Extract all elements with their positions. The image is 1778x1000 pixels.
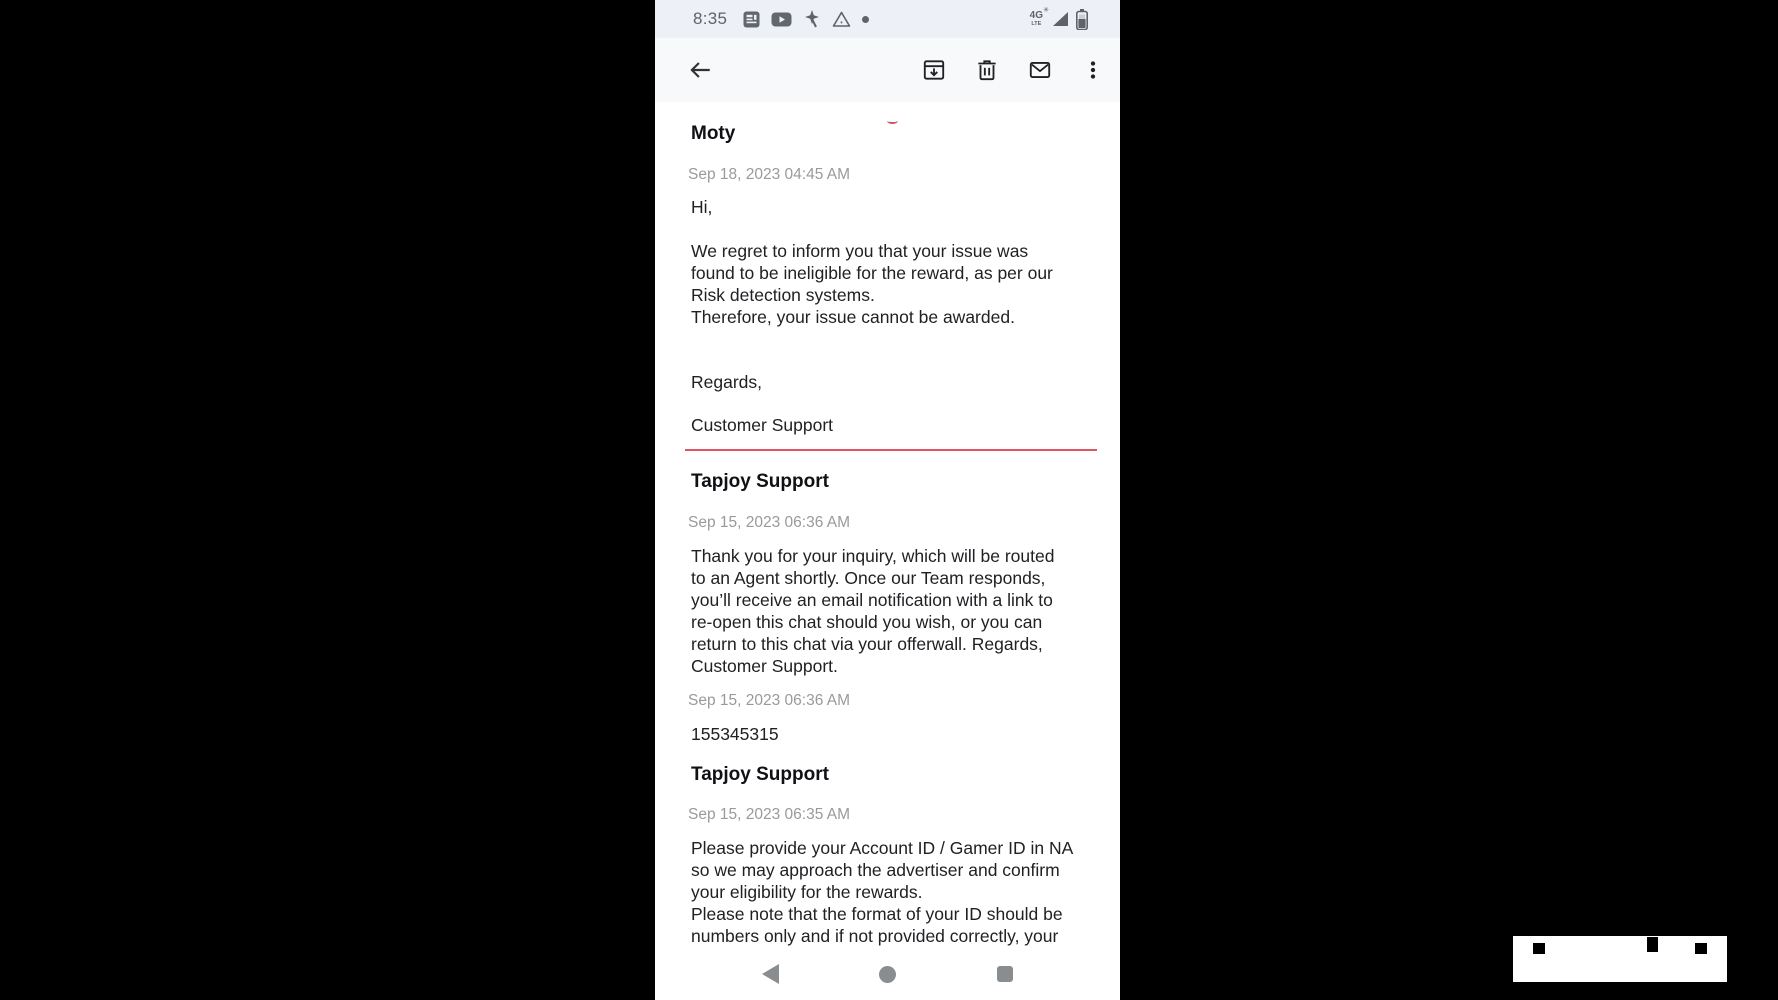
body-line: Please provide your Account ID / Gamer ID in NA (691, 838, 1074, 858)
notification-icons (743, 10, 869, 28)
news-app-icon (743, 11, 760, 28)
phone-screen (655, 0, 1120, 1000)
status-bar (655, 0, 1120, 38)
sender-name: Tapjoy Support (691, 764, 829, 785)
sender-name: Moty (691, 123, 736, 144)
body-line: return to this chat via your offerwall. Regards, (691, 634, 1043, 654)
body-line: Please note that the format of your ID should be (691, 904, 1063, 924)
message-date: Sep 15, 2023 06:35 AM (688, 806, 851, 823)
message (688, 469, 1094, 677)
archive-button[interactable] (921, 57, 947, 83)
clock: 8:35 (693, 9, 728, 28)
nav-home-button[interactable] (868, 962, 908, 986)
system-status-icons (1029, 6, 1106, 30)
body-line: We regret to inform you that your issue was (691, 241, 1029, 261)
nav-recents-button[interactable] (985, 962, 1025, 986)
home-circle-icon (879, 966, 896, 983)
body-line: Customer Support. (691, 656, 838, 676)
email-toolbar (655, 38, 1120, 102)
redaction-mark (1533, 943, 1545, 954)
red-divider-fragment (887, 118, 898, 124)
signal-strength-icon (1052, 11, 1069, 27)
message-divider (685, 449, 1097, 451)
redaction-mark (1695, 943, 1707, 954)
body-line: to an Agent shortly. Once our Team responds, (691, 568, 1046, 588)
body-line: Customer Support (691, 415, 834, 435)
pin-icon (803, 10, 821, 28)
mark-unread-button[interactable] (1027, 57, 1053, 83)
network-type-indicator: 4G LTE ✳ (1029, 6, 1049, 27)
body-line: Hi, (691, 197, 713, 217)
notification-dot (862, 16, 869, 23)
sender-name: Tapjoy Support (691, 471, 829, 492)
network-star-icon: ✳ (1043, 6, 1049, 14)
message-date: Sep 15, 2023 06:36 AM (688, 692, 851, 709)
body-line: found to be ineligible for the reward, as per our (691, 263, 1053, 283)
back-triangle-icon (762, 964, 779, 984)
redaction-patch (1513, 936, 1727, 982)
body-line: numbers only and if not provided correctly, your (691, 926, 1059, 946)
delete-button[interactable] (974, 57, 1000, 83)
message (688, 762, 1094, 947)
body-line: Therefore, your issue cannot be awarded. (691, 307, 1015, 327)
overflow-menu-button[interactable] (1080, 57, 1106, 83)
recents-square-icon (997, 966, 1013, 982)
body-line: Thank you for your inquiry, which will be routed (691, 546, 1055, 566)
body-line: your eligibility for the rewards. (691, 882, 923, 902)
nav-back-button[interactable] (750, 962, 790, 986)
body-line: Risk detection systems. (691, 285, 875, 305)
youtube-icon (771, 12, 792, 27)
android-nav-bar (655, 948, 1120, 1000)
message-date: Sep 15, 2023 06:36 AM (688, 514, 851, 531)
message (688, 691, 1094, 745)
body-line: 155345315 (691, 724, 779, 744)
body-line: so we may approach the advertiser and confirm (691, 860, 1060, 880)
message (688, 121, 1094, 436)
body-line: Regards, (691, 372, 763, 392)
toolbar-actions (921, 57, 1106, 83)
email-body[interactable] (655, 121, 1120, 947)
battery-icon (1076, 9, 1088, 30)
message-date: Sep 18, 2023 04:45 AM (688, 166, 851, 183)
body-line: re-open this chat should you wish, or you can (691, 612, 1043, 632)
warning-triangle-icon (832, 11, 851, 28)
back-button[interactable] (687, 57, 713, 83)
redaction-mark (1647, 937, 1658, 952)
body-line: you’ll receive an email notification with a link to (691, 590, 1053, 610)
